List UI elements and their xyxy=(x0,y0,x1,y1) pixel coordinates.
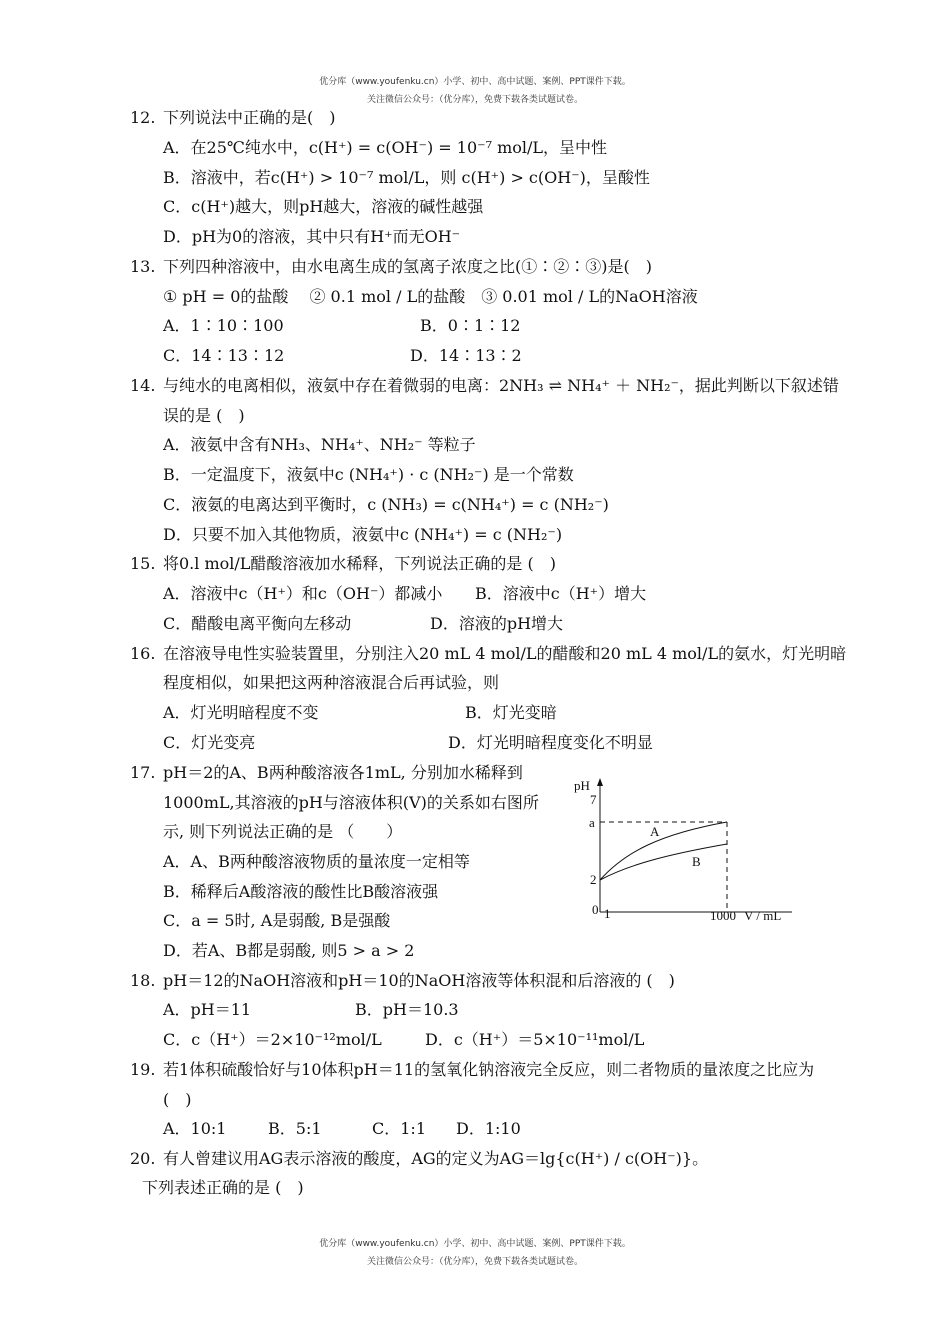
question-14-option-c: C．液氨的电离达到平衡时，c (NH₃) = c(NH₄⁺) = c (NH₂⁻) xyxy=(163,495,609,514)
question-14-number: 14. xyxy=(130,376,156,395)
question-17-option-a: A．A、B两种酸溶液物质的量浓度一定相等 xyxy=(163,852,470,871)
question-18-option-d: D．c（H⁺）＝5×10⁻¹¹mol/L xyxy=(425,1030,645,1049)
question-16-number: 16. xyxy=(130,644,156,663)
page-footer-line1: 优分库（www.youfenku.cn）小学、初中、高中试题、案例、PPT课件下载。 xyxy=(319,1239,631,1249)
question-13-option-a: A．1∶10∶100 xyxy=(163,316,284,335)
question-18-option-b: B．pH＝10.3 xyxy=(355,1000,459,1019)
question-16-option-a: A．灯光明暗程度不变 xyxy=(163,703,319,722)
y-tick-7: 7 xyxy=(590,792,597,807)
question-13-stem: 下列四种溶液中，由水电离生成的氢离子浓度之比(①∶②∶③)是( ) xyxy=(163,257,652,276)
question-12-stem: 下列说法中正确的是( ) xyxy=(163,108,336,127)
question-15-option-d: D．溶液的pH增大 xyxy=(430,614,564,633)
question-13-option-c: C．14∶13∶12 xyxy=(163,346,285,365)
question-12-option-a: A．在25℃纯水中，c(H⁺) = c(OH⁻) = 10⁻⁷ mol/L，呈中性 xyxy=(163,138,608,157)
question-20-stem-line1: 有人曾建议用AG表示溶液的酸度，AG的定义为AG＝lg{c(H⁺) / c(OH⁻)}。 xyxy=(163,1149,709,1168)
y-tick-2: 2 xyxy=(590,872,597,887)
question-19-stem-line2: ( ) xyxy=(163,1090,192,1109)
question-12-number: 12. xyxy=(130,108,156,127)
x-axis-label: V / mL xyxy=(744,908,782,923)
page-footer-line2: 关注微信公众号：（优分库），免费下载各类试题试卷。 xyxy=(366,1257,583,1267)
question-12-option-d: D．pH为0的溶液，其中只有H⁺而无OH⁻ xyxy=(163,227,461,246)
question-16-option-b: B．灯光变暗 xyxy=(465,703,557,722)
question-15-option-a: A．溶液中c（H⁺）和c（OH⁻）都减小 xyxy=(163,584,443,603)
question-16-option-d: D．灯光明暗程度变化不明显 xyxy=(448,733,653,752)
question-13-option-b: B．0∶1∶12 xyxy=(420,316,521,335)
x-tick-1000: 1000 xyxy=(710,908,736,923)
question-13-items: ① pH = 0的盐酸 ② 0.1 mol / L的盐酸 ③ 0.01 mol / L的NaOH溶液 xyxy=(163,287,698,306)
question-15-number: 15. xyxy=(130,554,156,573)
question-14-option-a: A．液氨中含有NH₃、NH₄⁺、NH₂⁻ 等粒子 xyxy=(163,435,476,454)
question-15-option-c: C．醋酸电离平衡向左移动 xyxy=(163,614,352,633)
question-20-number: 20. xyxy=(130,1149,156,1168)
question-13-number: 13. xyxy=(130,257,156,276)
question-16-stem-line1: 在溶液导电性实验装置里，分别注入20 mL 4 mol/L的醋酸和20 mL 4 mol/L的氨水，灯光明暗 xyxy=(163,644,847,663)
question-17-option-d: D．若A、B都是弱酸, 则5 > a > 2 xyxy=(163,941,415,960)
question-19-option-d: D．1:10 xyxy=(456,1119,521,1138)
question-19-option-b: B．5:1 xyxy=(268,1119,322,1138)
question-17-stem-line2: 1000mL,其溶液的pH与溶液体积(V)的关系如右图所 xyxy=(163,793,539,812)
question-15-option-b: B．溶液中c（H⁺）增大 xyxy=(475,584,647,603)
question-17-option-b: B．稀释后A酸溶液的酸性比B酸溶液强 xyxy=(163,882,439,901)
question-12-option-b: B．溶液中，若c(H⁺) > 10⁻⁷ mol/L，则 c(H⁺) > c(OH⁻)，呈酸性 xyxy=(163,168,650,187)
question-17-number: 17. xyxy=(130,763,156,782)
question-19-option-c: C．1:1 xyxy=(372,1119,426,1138)
question-18-number: 18. xyxy=(130,971,156,990)
ph-dilution-graph xyxy=(570,772,800,932)
x-tick-1: 1 xyxy=(604,906,611,921)
question-19-number: 19. xyxy=(130,1060,156,1079)
question-16-stem-line2: 程度相似，如果把这两种溶液混合后再试验，则 xyxy=(163,673,500,692)
y-axis-arrow xyxy=(597,778,603,786)
question-19-option-a: A．10:1 xyxy=(163,1119,227,1138)
question-15-stem: 将0.l mol/L醋酸溶液加水稀释，下列说法正确的是 ( ) xyxy=(163,554,556,573)
question-18-option-a: A．pH＝11 xyxy=(163,1000,252,1019)
question-20-stem-line2: 下列表述正确的是 ( ) xyxy=(142,1178,304,1197)
curve-b-label: B xyxy=(692,854,701,869)
x-tick-0: 0 xyxy=(592,902,599,917)
question-14-stem-line2: 误的是 ( ) xyxy=(163,406,245,425)
question-14-stem-line1: 与纯水的电离相似，液氨中存在着微弱的电离：2NH₃ ⇌ NH₄⁺ ＋ NH₂⁻，据此判断以下叙述错 xyxy=(163,376,839,395)
question-14-option-d: D．只要不加入其他物质，液氨中c (NH₄⁺) = c (NH₂⁻) xyxy=(163,525,563,544)
question-14-option-b: B．一定温度下，液氨中c (NH₄⁺) · c (NH₂⁻) 是一个常数 xyxy=(163,465,574,484)
question-12-option-c: C．c(H⁺)越大，则pH越大，溶液的碱性越强 xyxy=(163,197,484,216)
curve-a-label: A xyxy=(650,824,660,839)
question-18-option-c: C．c（H⁺）＝2×10⁻¹²mol/L xyxy=(163,1030,382,1049)
question-17-option-c: C．a = 5时, A是弱酸, B是强酸 xyxy=(163,911,391,930)
page-header-line1: 优分库（www.youfenku.cn）小学、初中、高中试题、案例、PPT课件下载。 xyxy=(319,77,631,87)
y-axis-label: pH xyxy=(574,778,590,793)
question-17-stem-line3: 示, 则下列说法正确的是 （ ） xyxy=(163,822,403,841)
question-19-stem-line1: 若1体积硫酸恰好与10体积pH＝11的氢氧化钠溶液完全反应，则二者物质的量浓度之比应为 xyxy=(163,1060,815,1079)
question-16-option-c: C．灯光变亮 xyxy=(163,733,256,752)
question-18-stem: pH＝12的NaOH溶液和pH＝10的NaOH溶液等体积混和后溶液的 ( ) xyxy=(163,971,675,990)
question-13-option-d: D．14∶13∶2 xyxy=(410,346,522,365)
y-tick-a: a xyxy=(589,815,595,830)
page-header-line2: 关注微信公众号：（优分库），免费下载各类试题试卷。 xyxy=(366,95,583,105)
question-17-stem-line1: pH＝2的A、B两种酸溶液各1mL, 分别加水稀释到 xyxy=(163,763,523,782)
